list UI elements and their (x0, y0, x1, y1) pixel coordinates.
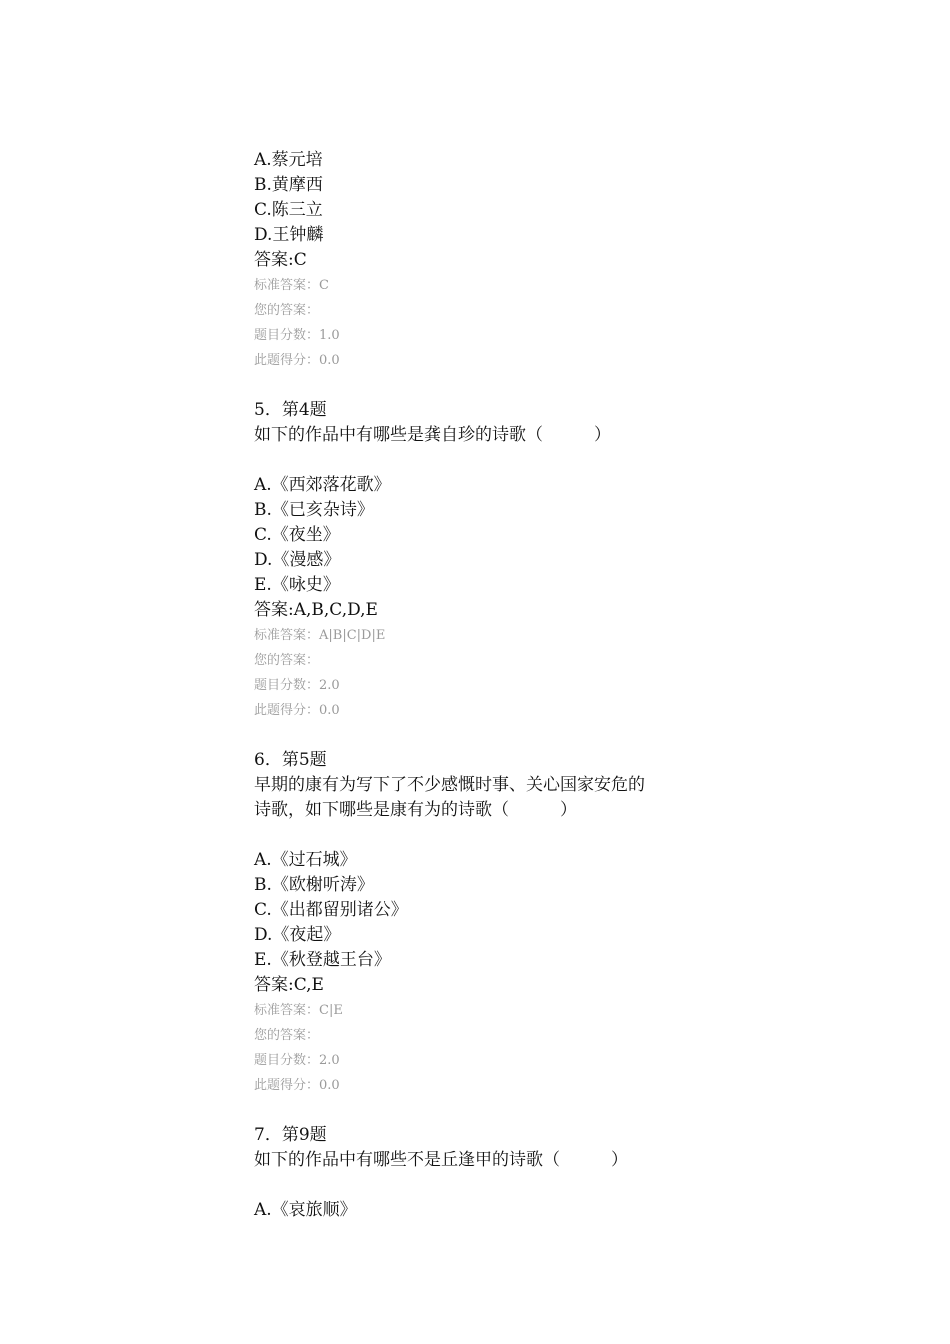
option-c: C.《夜坐》 (254, 525, 340, 545)
answer-line: 答案:C (254, 250, 307, 270)
question-text-line-1: 早期的康有为写下了不少感慨时事、关心国家安危的 (254, 775, 645, 795)
option-d: D.《夜起》 (254, 925, 341, 945)
your-answer: 您的答案： (254, 303, 320, 318)
document-page (254, 148, 724, 1223)
option-d: D.《漫感》 (254, 550, 341, 570)
option-c: C.《出都留别诸公》 (254, 900, 408, 920)
your-answer: 您的答案： (254, 1028, 320, 1043)
standard-answer: 标准答案：C (254, 278, 329, 293)
question-block-7 (254, 1123, 724, 1223)
question-text: 如下的作品中有哪些不是丘逢甲的诗歌（ ） (254, 1150, 628, 1170)
option-b: B.《欧榭听涛》 (254, 875, 374, 895)
option-d: D.王钟麟 (254, 225, 324, 245)
question-score: 此题得分：0.0 (254, 703, 340, 718)
question-block-3 (254, 148, 724, 373)
option-a: A.《过石城》 (254, 850, 357, 870)
option-e: E.《秋登越王台》 (254, 950, 391, 970)
answer-line: 答案:A,B,C,D,E (254, 600, 378, 620)
question-block-5 (254, 398, 724, 723)
question-heading: 6．第5题 (254, 750, 327, 770)
option-b: B.《已亥杂诗》 (254, 500, 374, 520)
standard-answer: 标准答案：A|B|C|D|E (254, 628, 386, 643)
option-a: A.《西郊落花歌》 (254, 475, 391, 495)
question-score: 此题得分：0.0 (254, 353, 340, 368)
question-text-line-2: 诗歌，如下哪些是康有为的诗歌（ ） (254, 800, 577, 820)
option-a: A.《哀旅顺》 (254, 1200, 357, 1220)
your-answer: 您的答案： (254, 653, 320, 668)
question-heading: 7．第9题 (254, 1125, 327, 1145)
question-points: 题目分数：1.0 (254, 328, 340, 343)
question-score: 此题得分：0.0 (254, 1078, 340, 1093)
answer-line: 答案:C,E (254, 975, 324, 995)
option-a: A.蔡元培 (254, 150, 323, 170)
option-c: C.陈三立 (254, 200, 323, 220)
question-block-6 (254, 748, 724, 1098)
question-heading: 5．第4题 (254, 400, 327, 420)
question-text: 如下的作品中有哪些是龚自珍的诗歌（ ） (254, 425, 611, 445)
question-points: 题目分数：2.0 (254, 678, 340, 693)
question-points: 题目分数：2.0 (254, 1053, 340, 1068)
option-b: B.黄摩西 (254, 175, 323, 195)
standard-answer: 标准答案：C|E (254, 1003, 343, 1018)
option-e: E.《咏史》 (254, 575, 340, 595)
